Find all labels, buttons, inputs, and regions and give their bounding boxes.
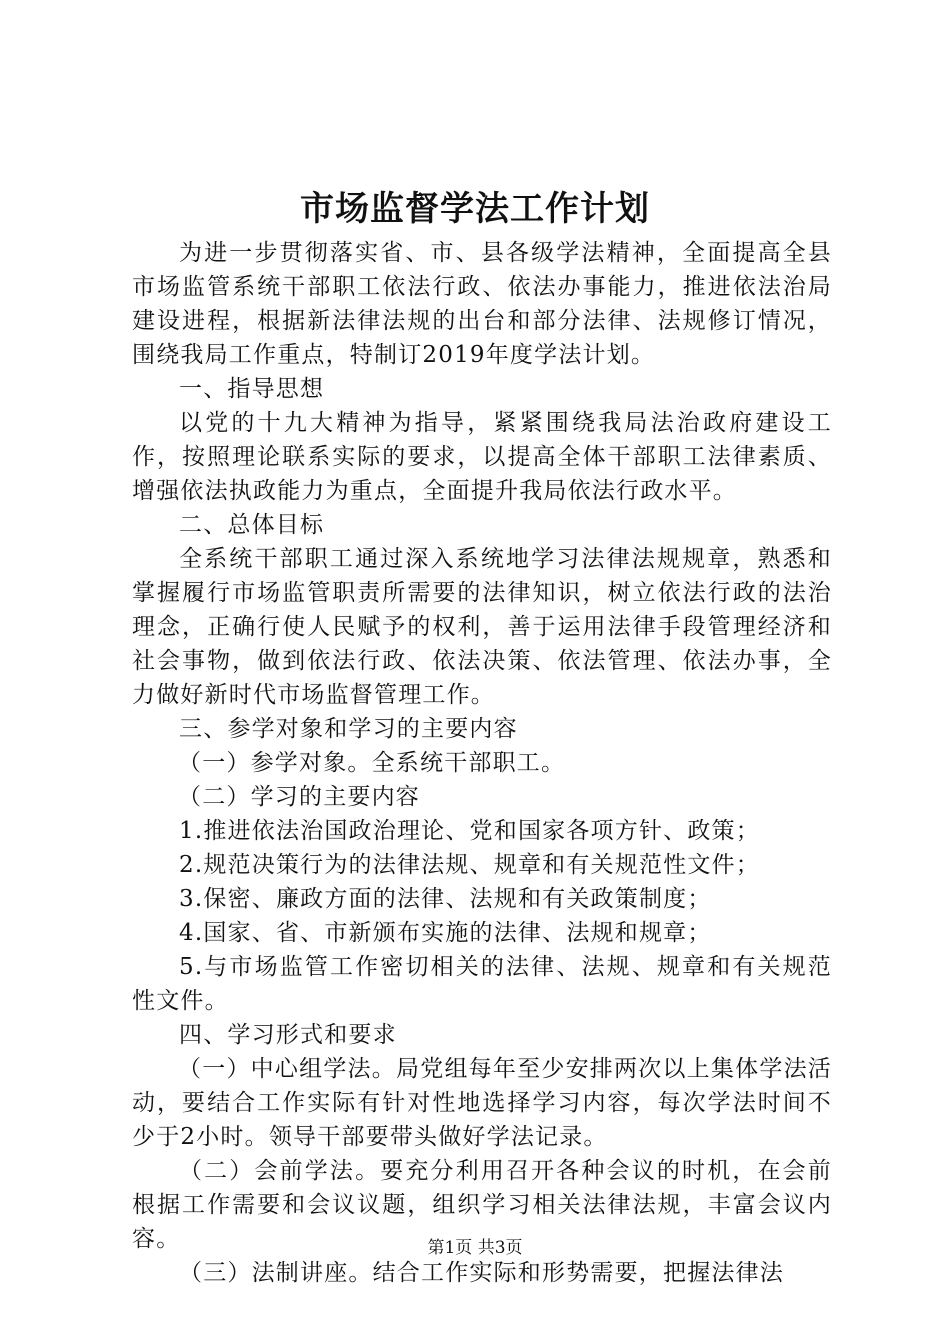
list-item: 1.推进依法治国政治理论、党和国家各项方针、政策； <box>179 818 760 844</box>
study-form-paragraph: （三）法制讲座。结合工作实际和形势需要，把握法律法 <box>179 1260 784 1286</box>
subheading-main-content: （二）学习的主要内容 <box>178 784 420 810</box>
document-title: 市场监督学法工作计划 <box>300 189 650 229</box>
list-item: 3.保密、廉政方面的法律、法规和有关政策制度； <box>179 886 712 912</box>
list-item: 5.与市场监管工作密切相关的法律、法规、规章和有关规范性文件。 <box>132 954 832 1014</box>
guiding-ideology-paragraph: 以党的十九大精神为指导，紧紧围绕我局法治政府建设工作，按照理论联系实际的要求，以提高全体干部职工法律素质、增强依法执政能力为重点，全面提升我局依法行政水平。 <box>132 410 832 504</box>
participants-paragraph: （一）参学对象。全系统干部职工。 <box>178 750 566 776</box>
study-form-paragraph: （一）中心组学法。局党组每年至少安排两次以上集体学法活动，要结合工作实际有针对性地选择学习内容，每次学法时间不少于2小时。领导干部要带头做好学法记录。 <box>132 1056 832 1150</box>
page-footer: 第1页 共3页 <box>427 1238 523 1258</box>
study-form-paragraph: （二）会前学法。要充分利用召开各种会议的时机，在会前根据工作需要和会议议题，组织学习相关法律法规，丰富会议内容。 <box>132 1158 832 1252</box>
document-body <box>132 236 832 1290</box>
overall-goal-paragraph: 全系统干部职工通过深入系统地学习法律法规规章，熟悉和掌握履行市场监管职责所需要的法律知识，树立依法行政的法治理念，正确行使人民赋予的权利，善于运用法律手段管理经济和社会事物，做到依法行政、依法决策、依法管理、依法办事，全力做好新时代市场监督管理工作。 <box>132 546 832 708</box>
section-heading-participants-content: 三、参学对象和学习的主要内容 <box>179 716 518 742</box>
intro-paragraph: 为进一步贯彻落实省、市、县各级学法精神，全面提高全县市场监管系统干部职工依法行政、依法办事能力，推进依法治局建设进程，根据新法律法规的出台和部分法律、法规修订情况，围绕我局工作重点，特制订2019年度学法计划。 <box>132 240 832 368</box>
list-item: 2.规范决策行为的法律法规、规章和有关规范性文件； <box>179 852 760 878</box>
section-heading-study-forms: 四、学习形式和要求 <box>179 1022 397 1048</box>
section-heading-guiding-ideology: 一、指导思想 <box>179 376 325 402</box>
list-item: 4.国家、省、市新颁布实施的法律、法规和规章； <box>179 920 712 946</box>
section-heading-overall-goal: 二、总体目标 <box>179 512 325 538</box>
